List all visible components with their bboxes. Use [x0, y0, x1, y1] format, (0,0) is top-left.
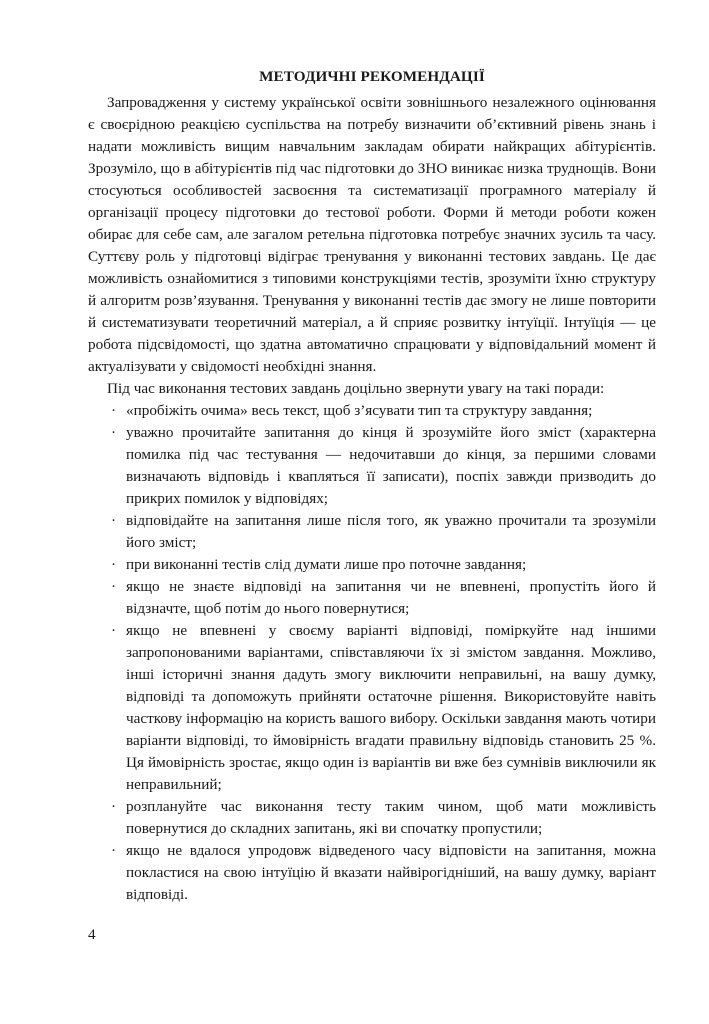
tip-text: розплануйте час виконання тесту таким чином, щоб мати можливість повернутися до складних запитань, які ви спочатку пропустили;	[126, 798, 656, 837]
list-item	[88, 400, 656, 422]
tips-list	[88, 400, 656, 906]
tip-text: відповідайте на запитання лише після того, як уважно прочитали та зрозуміли його зміст;	[126, 512, 656, 551]
bullet-icon: ·	[111, 512, 117, 529]
bullet-icon: ·	[111, 578, 117, 595]
list-item	[88, 840, 656, 906]
tip-text: уважно прочитайте запитання до кінця й зрозумійте його зміст (характерна помилка під час тестування — недочитавши до кінця, за першими словами визначають відповідь і квапляться її записати), поспіх завжди призводить до прикрих помилок у відповідях;	[126, 424, 656, 507]
page-title: МЕТОДИЧНІ РЕКОМЕНДАЦІЇ	[259, 68, 485, 85]
list-item	[88, 620, 656, 796]
list-item	[88, 576, 656, 620]
tip-text: якщо не впевнені у своєму варіанті відповіді, поміркуйте над іншими запропонованими варіантами, співставляючи їх зі змістом завдання. Можливо, інші історичні знання дадуть змогу виключити неправильні, на вашу думку, відповіді та допоможуть прийняти остаточне рішення. Використовуйте навіть часткову інформацію на користь вашого вибору. Оскільки завдання мають чотири варіанти відповіді, то ймовірність вгадати правильну відповідь становить 25 %. Ця ймовірність зростає, якщо один із варіантів ви вже без сумнівів виключили як неправильний;	[126, 622, 656, 793]
list-item	[88, 422, 656, 510]
intro-paragraph: Запровадження у систему української освіти зовнішнього незалежного оцінювання є своєрідною реакцією суспільства на потребу визначити об’єктивний рівень знань і надати можливість вищим навчальним закладам обирати найкращих абітурієнтів. Зрозуміло, що в абітурієнтів під час підготовки до ЗНО виникає низка труднощів. Вони стосуються особливостей засвоєння та систематизації програмного матеріалу й організації процесу підготовки до тестової роботи. Форми й методи роботи кожен обирає для себе сам, але загалом ретельна підготовка потребує значних зусиль та часу. Суттєву роль у підготовці відіграє тренування у виконанні тестових завдань. Це дає можливість ознайомитися з типовими конструкціями тестів, зрозуміти їхню структуру й алгоритм розв’язування. Тренування у виконанні тестів дає змогу не лише повторити й систематизувати теоретичний матеріал, а й сприяє розвитку інтуїції. Інтуїція — це робота підсвідомості, що здатна автоматично спрацювати у відповідальний момент й актуалізувати у свідомості необхідні знання.	[88, 94, 656, 375]
page-content	[88, 66, 656, 906]
bullet-icon: ·	[111, 556, 117, 573]
page-number: 4	[88, 926, 96, 943]
tip-text: якщо не вдалося упродовж відведеного часу відповісти на запитання, можна покластися на свою інтуїцію й вказати найвірогідніший, на вашу думку, варіант відповіді.	[126, 842, 656, 903]
bullet-icon: ·	[111, 424, 117, 441]
bullet-icon: ·	[111, 402, 117, 419]
tips-intro: Під час виконання тестових завдань доцільно звернути увагу на такі поради:	[107, 380, 605, 397]
list-item	[88, 554, 656, 576]
bullet-icon: ·	[111, 798, 117, 815]
tip-text: якщо не знаєте відповіді на запитання чи не впевнені, пропустіть його й відзначте, щоб потім до нього повернутися;	[126, 578, 656, 617]
tip-text: «пробіжіть очима» весь текст, щоб з’ясувати тип та структуру завдання;	[126, 402, 593, 419]
tip-text: при виконанні тестів слід думати лише про поточне завдання;	[126, 556, 527, 573]
bullet-icon: ·	[111, 842, 117, 859]
bullet-icon: ·	[111, 622, 117, 639]
list-item	[88, 796, 656, 840]
list-item	[88, 510, 656, 554]
